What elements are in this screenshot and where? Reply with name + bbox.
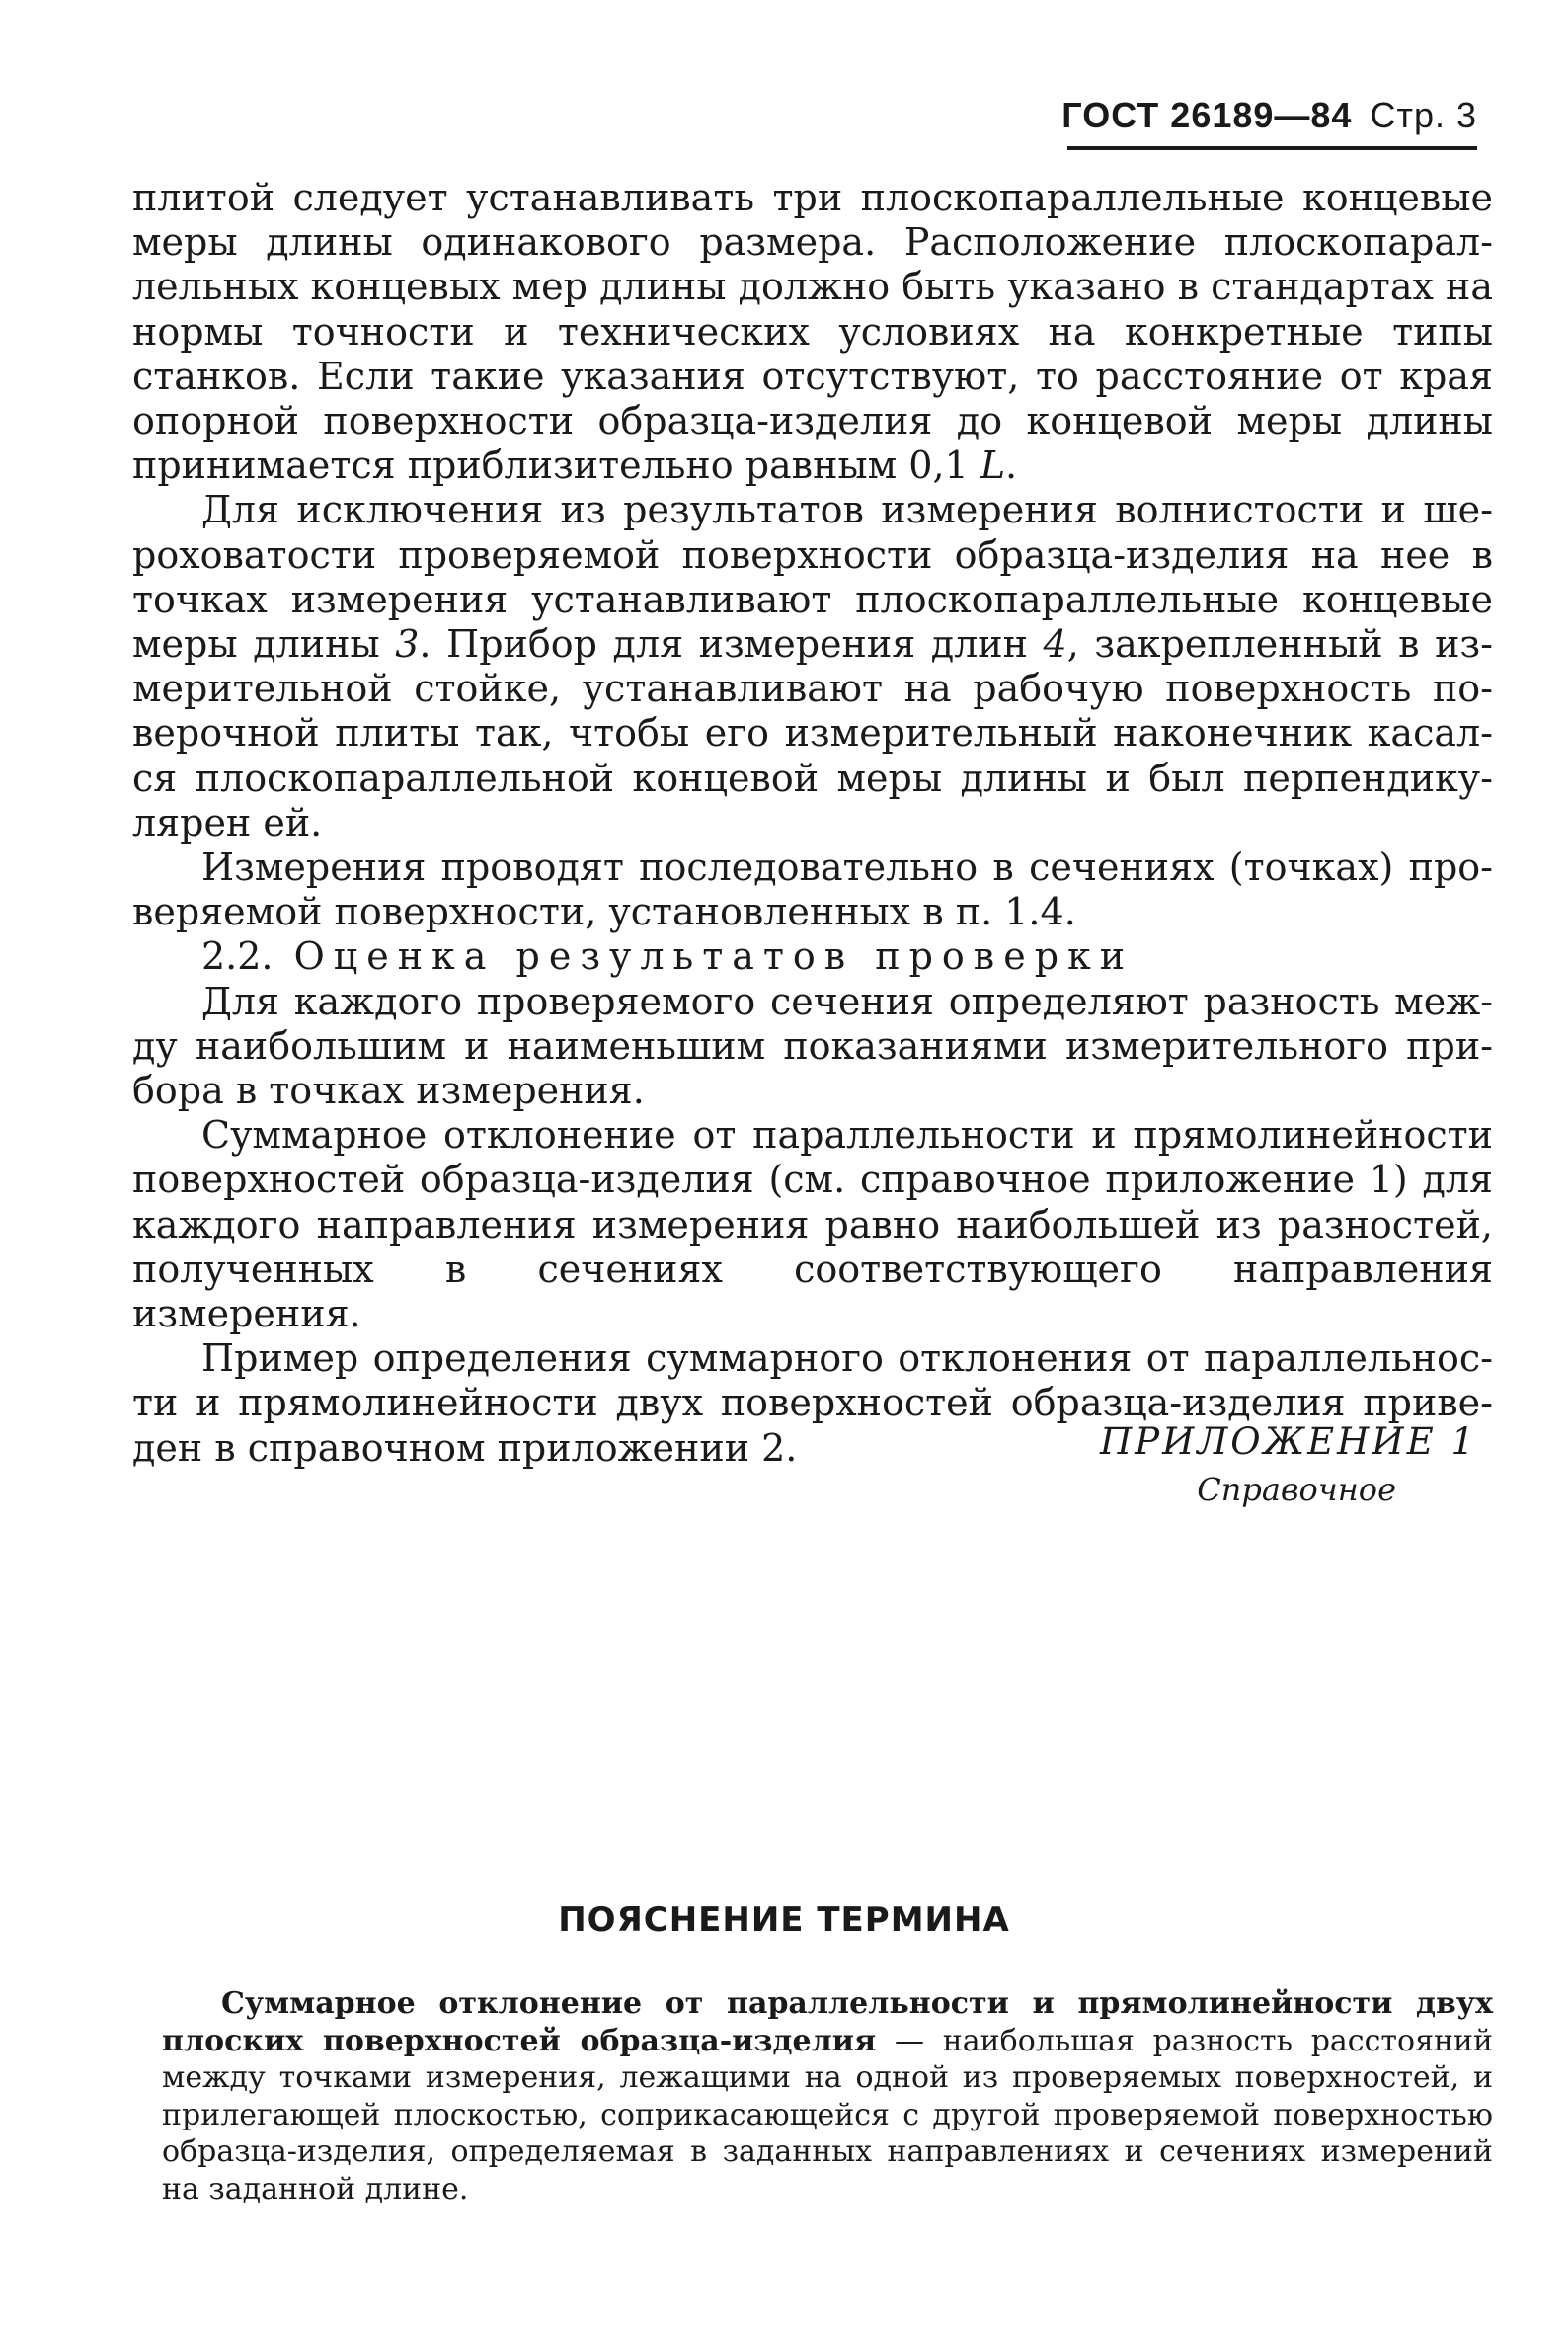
paragraph-1 [132, 176, 1493, 488]
length-symbol: L [980, 443, 1006, 488]
appendix-label-block [1100, 1418, 1477, 1513]
paragraph-2-text-a: Для исключения из результатов измерения волнистости и шероховатости проверяемой поверхности образца-изделия на нее в точках измерения устанавливают плоскопараллельные концевые меры длины [132, 488, 1493, 667]
term-definition [162, 1985, 1493, 2208]
paragraph-1-text: плитой следует устанавливать три плоскопараллельные концевые меры длины одинакового размера. Расположение плоскопараллельных концевых мер длины должно быть указано в стандартах на нормы точности и технических условиях на конкретные типы станков. Если такие указания отсутствуют, то расстояние от края опорной поверхности образца-изделия до концевой меры длины принимается приблизительно равным 0,1 [132, 176, 1493, 488]
paragraph-5: Суммарное отклонение от параллельности и прямолинейности поверхностей образца-изделия (см. справочное приложение 1) для каждого направления измерения равно наибольшей из разностей, полученных в сечениях соответствующего направления измерения. [132, 1113, 1493, 1336]
reference-3: 3 [395, 622, 420, 667]
section-number: 2.2. [201, 934, 274, 979]
reference-4: 4 [1043, 622, 1067, 667]
appendix-type: Справочное [1197, 1471, 1396, 1508]
page-header [1061, 95, 1477, 136]
appendix-label: ПРИЛОЖЕНИЕ 1 [1099, 1420, 1477, 1463]
paragraph-6: Пример определения суммарного отклонения от параллельности и прямолинейности двух поверхностей образца-изделия приведен в справочном приложении 2. [132, 1336, 1493, 1470]
term-definition-block [162, 1985, 1493, 2208]
page-number: Стр. 3 [1370, 95, 1477, 135]
paragraph-2-text-c: , закрепленный в измерительной стойке, устанавливают на рабочую поверхность поверочной плиты так, чтобы его измерительный наконечник касался плоскопараллельной концевой меры длины и был перпендикулярен ей. [132, 622, 1493, 844]
main-text [132, 176, 1493, 1471]
paragraph-2-text-b: . Прибор для измерения длин [419, 622, 1028, 667]
paragraph-2 [132, 488, 1493, 845]
term-definition-text: — наибольшая разность расстояний между точками измерения, лежащими на одной из проверяемых поверхностей, и прилегающей плоскостью, соприкасающейся с другой проверяемой поверхностью образца-изделия, определяемая в заданных направлениях и сечениях измерений на заданной длине. [162, 2023, 1493, 2207]
section-title: Оценка результатов проверки [293, 934, 1135, 979]
header-rule [1067, 146, 1477, 150]
section-subheading [132, 934, 1493, 979]
term-section-title: ПОЯСНЕНИЕ ТЕРМИНА [558, 1900, 1010, 1940]
paragraph-4: Для каждого проверяемого сечения определяют разность между наибольшим и наименьшим показаниями измерительного прибора в точках измерения. [132, 979, 1493, 1113]
paragraph-1-end: . [1005, 443, 1018, 488]
standard-code: ГОСТ 26189—84 [1061, 95, 1353, 135]
term-name: Суммарное отклонение от параллельности и прямолинейности двух плоских поверхностей образца-изделия [162, 1986, 1493, 2058]
paragraph-3: Измерения проводят последовательно в сечениях (точках) проверяемой поверхности, установленных в п. 1.4. [132, 845, 1493, 934]
